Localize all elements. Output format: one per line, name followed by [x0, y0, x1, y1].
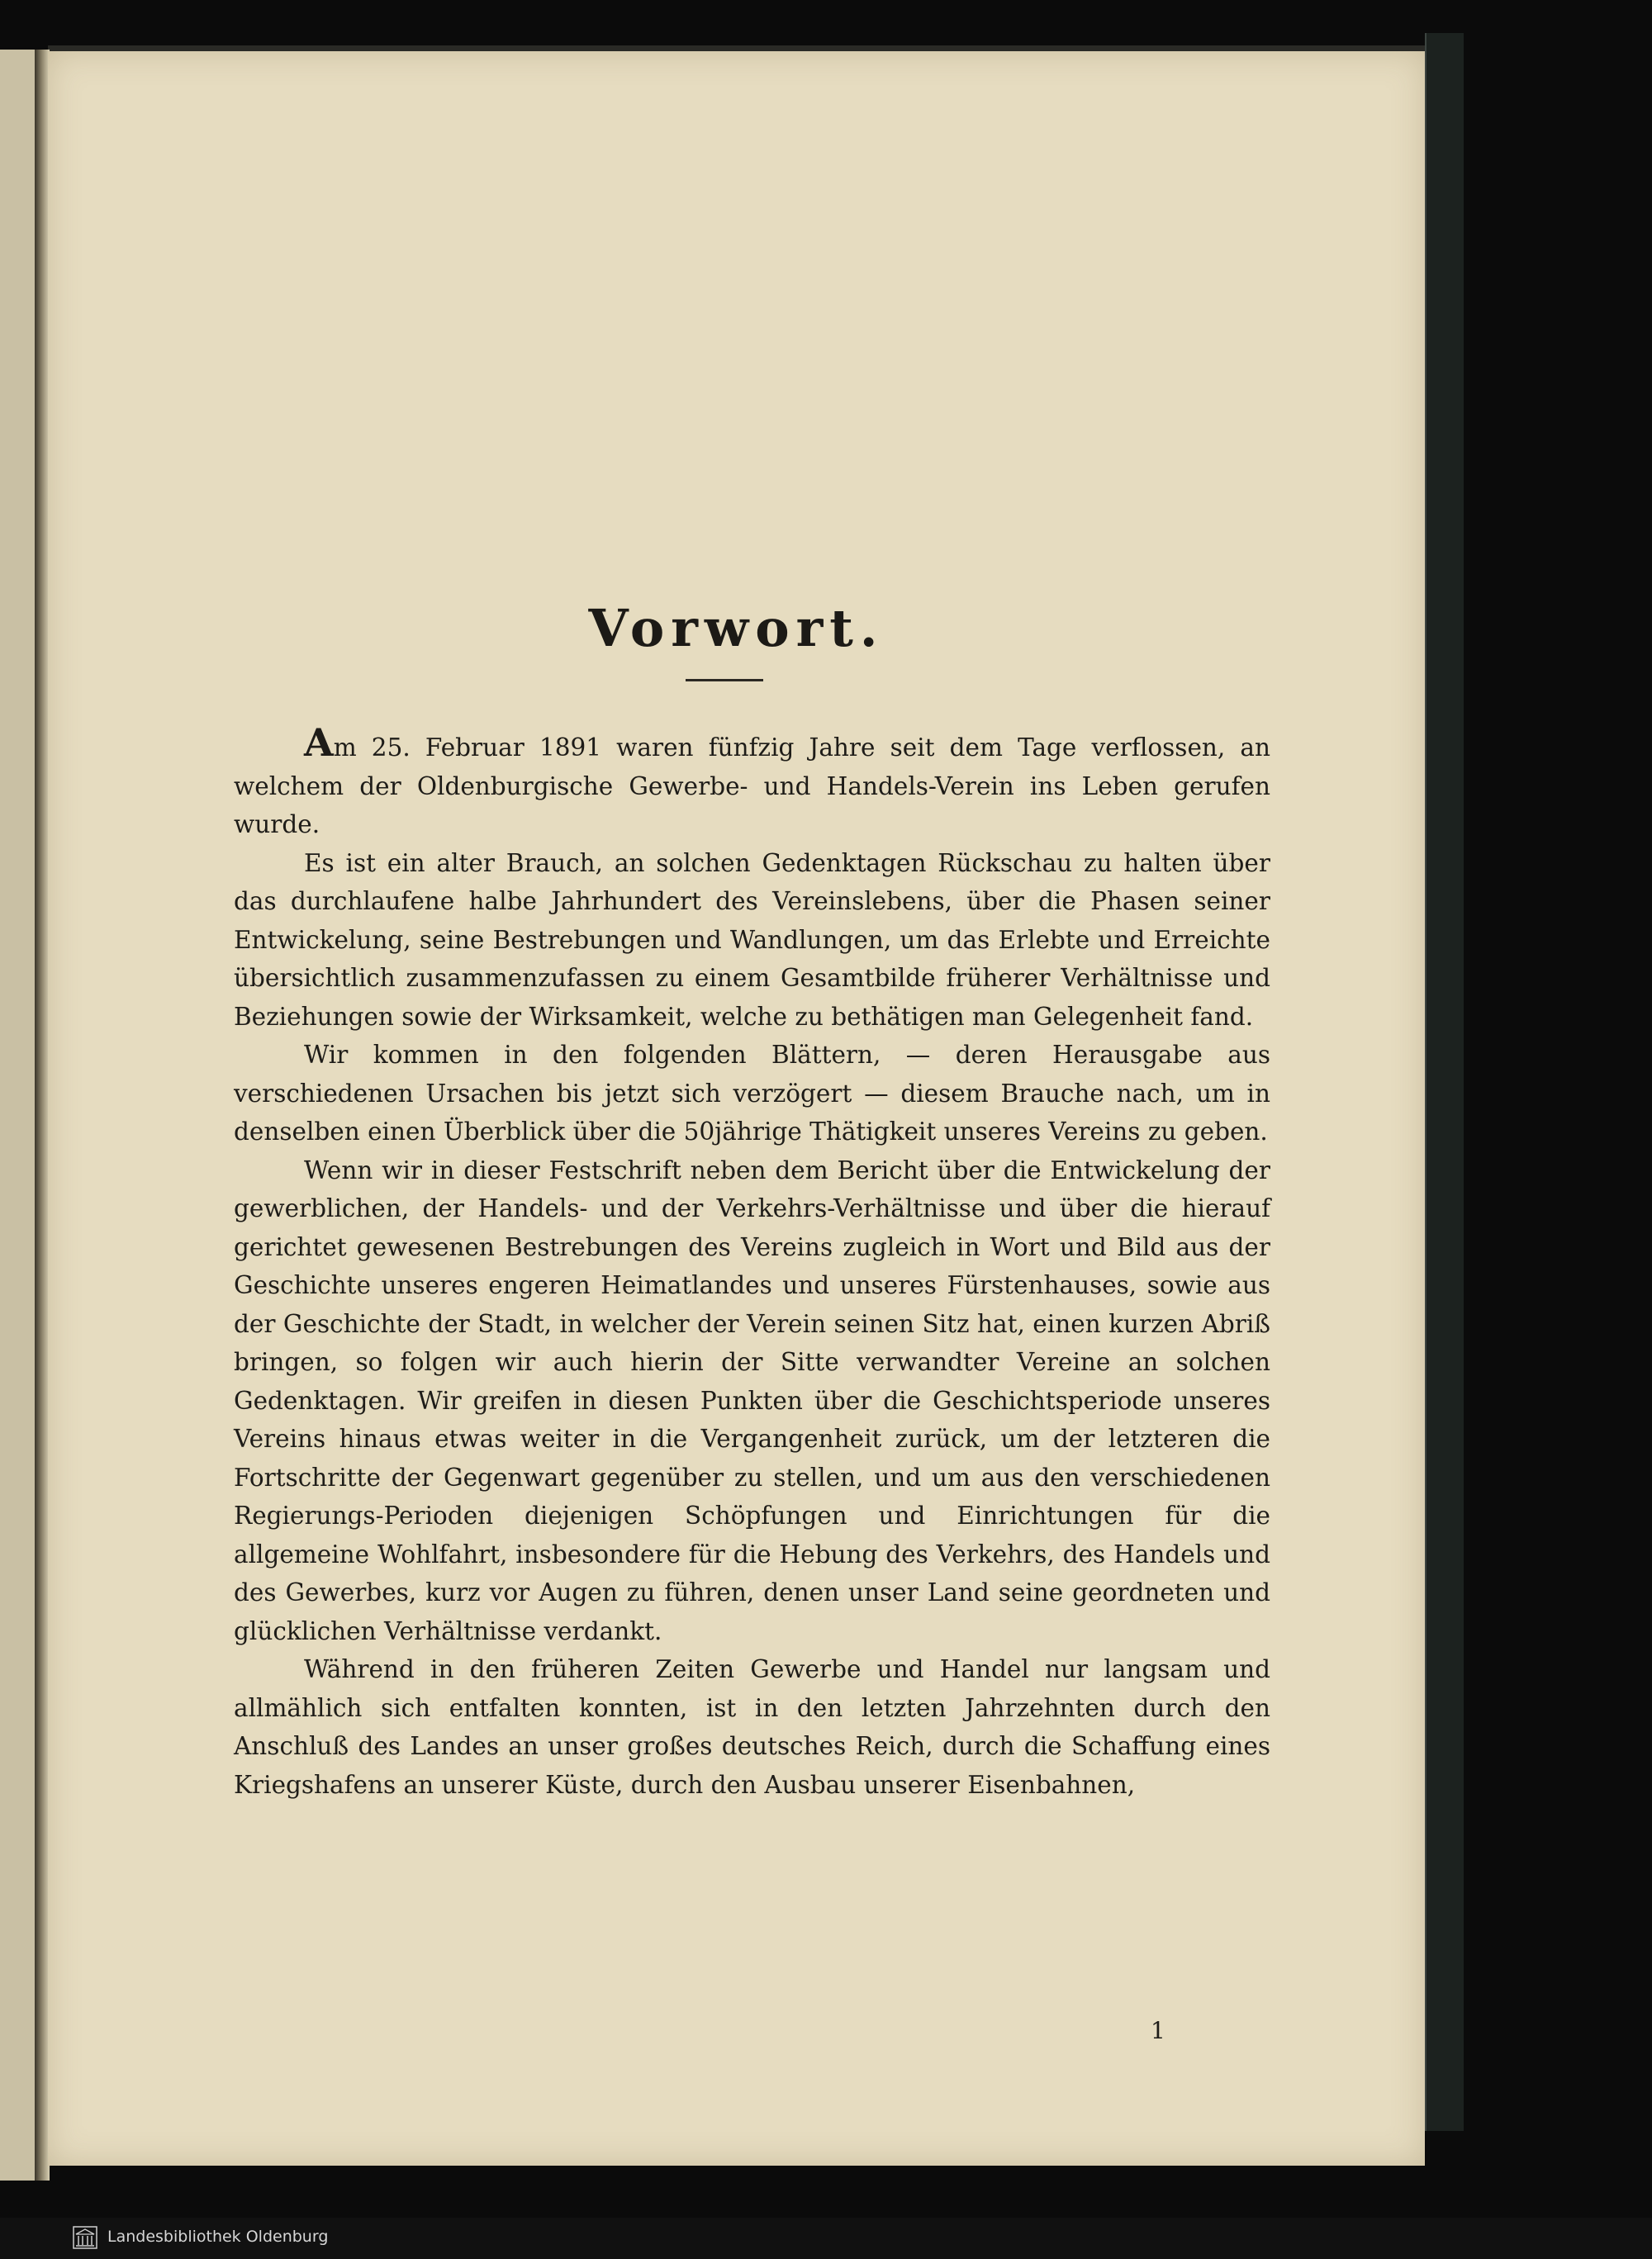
drop-cap: A — [304, 720, 334, 765]
book-cover-edge — [1425, 33, 1464, 2131]
book-page — [48, 51, 1425, 2166]
body-text — [234, 720, 1270, 1804]
paragraph-1-text: m 25. Februar 1891 waren fünfzig Jahre seit dem Tage verflossen, an welchem der Oldenburgische Gewerbe- und Handels-Verein ins Leben gerufen wurde. — [234, 733, 1270, 838]
paragraph-4: Wenn wir in dieser Festschrift neben dem Bericht über die Entwickelung der gewerblichen, der Handels- und der Verkehrs-Verhältnisse und über die hierauf gerichtet gewesenen Bestrebungen des Vereins zugleich in Wort und Bild aus der Geschichte unseres engeren Heimatlandes und unseres Fürstenhauses, sowie aus der Geschichte der Stadt, in welcher der Verein seinen Sitz hat, einen kurzen Abriß bringen, so folgen wir auch hierin der Sitte verwandter Vereine an solchen Gedenktagen. Wir greifen in diesen Punkten über die Geschichtsperiode unseres Vereins hinaus etwas weiter in die Vergangenheit zurück, um der letzteren die Fortschritte der Gegenwart gegenüber zu stellen, und um aus den verschiedenen Regierungs-Perioden diejenigen Schöpfungen und Einrichtungen für die allgemeine Wohlfahrt, insbesondere für die Hebung des Verkehrs, des Handels und des Gewerbes, kurz vor Augen zu führen, denen unser Land seine geordneten und glücklichen Verhältnisse verdankt. — [234, 1156, 1270, 1645]
paragraph-1 — [234, 720, 1270, 844]
footer-library-name[interactable]: Landesbibliothek Oldenburg — [107, 2228, 329, 2246]
paragraph-5: Während in den früheren Zeiten Gewerbe und Handel nur langsam und allmählich sich entfalten konnten, ist in den letzten Jahrzehnten durch den Anschluß des Landes an unser großes deutsches Reich, durch die Schaffung eines Kriegshafens an unserer Küste, durch den Ausbau unserer Eisenbahnen, — [234, 1655, 1270, 1799]
facing-page-edge — [0, 50, 37, 2181]
library-building-icon — [73, 2226, 97, 2249]
page-number: 1 — [1151, 2017, 1165, 2044]
title-divider — [686, 679, 763, 681]
paragraph-3: Wir kommen in den folgenden Blättern, — deren Herausgabe aus verschiedenen Ursachen bis jetzt sich verzögert — diesem Brauche nach, um in denselben einen Überblick über die 50jährige Thätigkeit unseres Vereins zu geben. — [234, 1041, 1270, 1146]
paragraph-2: Es ist ein alter Brauch, an solchen Gedenktagen Rückschau zu halten über das durchlaufene halbe Jahrhundert des Vereinslebens, über die Phasen seiner Entwickelung, seine Bestrebungen und Wandlungen, um das Erlebte und Erreichte übersichtlich zusammenzufassen zu einem Gesamtbilde früherer Verhältnisse und Beziehungen sowie der Wirksamkeit, welche zu bethätigen man Gelegenheit fand. — [234, 848, 1270, 1031]
page-title: Vorwort. — [588, 598, 885, 658]
